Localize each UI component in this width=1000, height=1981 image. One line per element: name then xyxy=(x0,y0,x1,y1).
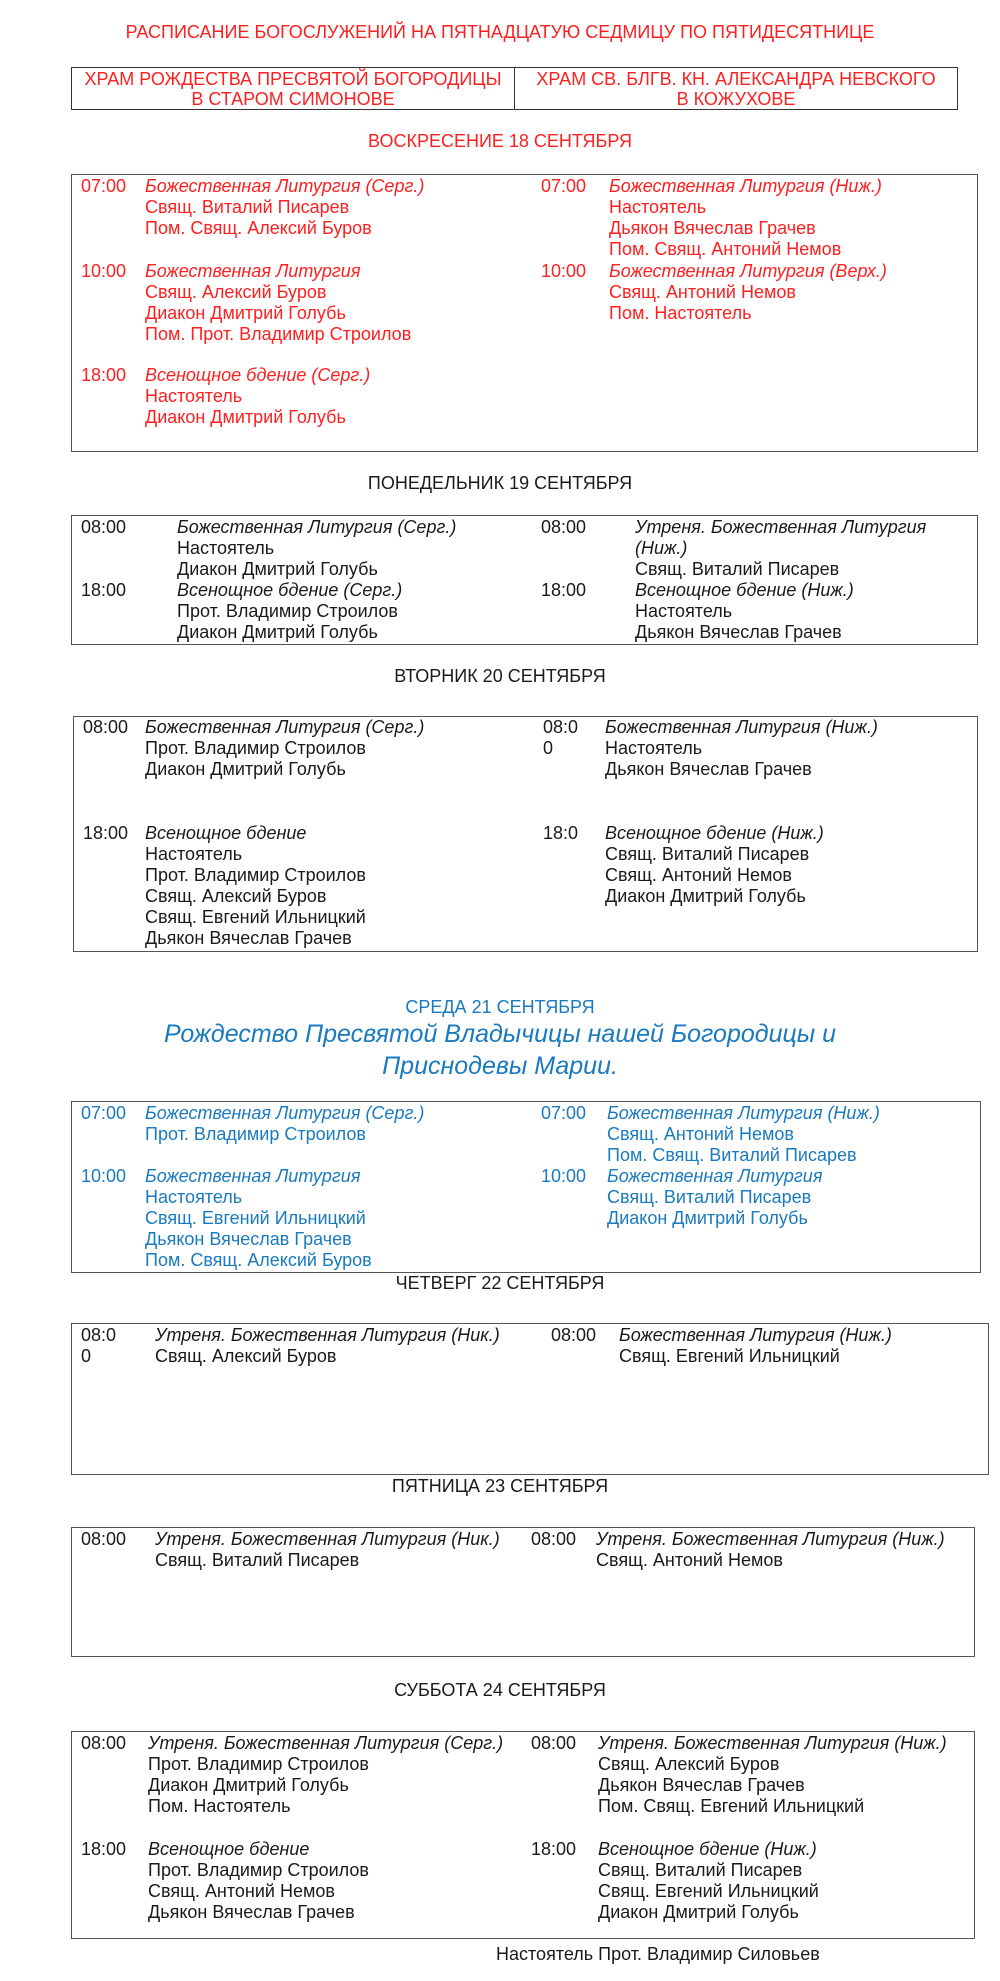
church-left-line: В СТАРОМ СИМОНОВЕ xyxy=(191,89,395,109)
service-title xyxy=(598,1839,819,1860)
service-title xyxy=(155,1529,500,1550)
church-right-line: В КОЖУХОВЕ xyxy=(676,89,796,109)
clergy-name: Свящ. Антоний Немов xyxy=(607,1124,794,1144)
clergy-name: Пом. Прот. Владимир Строилов xyxy=(145,324,412,344)
service-time: 08:0 0 xyxy=(81,1325,117,1366)
day-heading-thursday: ЧЕТВЕРГ 22 СЕНТЯБРЯ xyxy=(395,1273,605,1293)
clergy-name: Диакон Дмитрий Голубь xyxy=(605,886,806,906)
service-time: 10:00 xyxy=(81,261,127,281)
service-location: (Ниж.) xyxy=(887,1529,945,1549)
clergy-name: Дьякон Вячеслав Грачев xyxy=(145,928,352,948)
service-location: (Ниж.) xyxy=(822,1103,880,1123)
clergy-name: Диакон Дмитрий Голубь xyxy=(177,559,378,579)
service-name: Божественная Литургия xyxy=(609,176,825,196)
service-name: Божественная Литургия xyxy=(145,261,361,281)
church-left xyxy=(72,68,514,109)
clergy-name: Прот. Владимир Строилов xyxy=(148,1860,369,1880)
feast-title-line: Приснодевы Марии. xyxy=(382,1052,618,1080)
service-name: Утреня. Божественная Литургия xyxy=(155,1325,447,1345)
service-details xyxy=(148,1839,369,1923)
service-title xyxy=(605,823,824,844)
service-title xyxy=(635,517,926,538)
service-name: Божественная Литургия xyxy=(145,1103,361,1123)
service-name: Всенощное бдение xyxy=(598,1839,760,1859)
service-name: Божественная Литургия xyxy=(609,261,825,281)
service-details xyxy=(609,261,887,324)
clergy-name: Свящ. Евгений Ильницкий xyxy=(145,1208,366,1228)
service-time: 10:00 xyxy=(541,261,587,281)
church-right xyxy=(514,68,957,109)
service-location: (Верх.) xyxy=(824,261,887,281)
service-time: 08:00 xyxy=(81,517,127,537)
service-time: 08:0 0 xyxy=(543,717,579,758)
clergy-name: Пом. Свящ. Алексий Буров xyxy=(145,218,372,238)
service-time: 18:00 xyxy=(81,365,127,385)
clergy-name: Диакон Дмитрий Голубь xyxy=(145,407,346,427)
clergy-name: Настоятель xyxy=(609,197,707,217)
clergy-name: Свящ. Антоний Немов xyxy=(148,1881,335,1901)
clergy-name: Диакон Дмитрий Голубь xyxy=(145,303,346,323)
service-name: Всенощное бдение xyxy=(177,580,339,600)
service-time: 08:00 xyxy=(541,517,587,537)
clergy-name: Свящ. Алексий Буров xyxy=(155,1346,337,1366)
clergy-name: Дьякон Вячеслав Грачев xyxy=(609,218,816,238)
service-title xyxy=(635,580,854,601)
day-schedule-box xyxy=(71,174,978,452)
day-heading-saturday: СУББОТА 24 СЕНТЯБРЯ xyxy=(394,1680,606,1700)
clergy-name: Настоятель xyxy=(145,386,243,406)
clergy-name: Свящ. Алексий Буров xyxy=(598,1754,780,1774)
day-schedule-box xyxy=(71,515,978,645)
service-name: Божественная Литургия xyxy=(145,717,361,737)
service-title xyxy=(609,176,882,197)
service-time: 18:00 xyxy=(83,823,129,843)
clergy-name: Свящ. Виталий Писарев xyxy=(145,197,350,217)
churches-header xyxy=(71,67,958,110)
service-location: (Серг.) xyxy=(338,580,403,600)
service-name: Утреня. Божественная Литургия xyxy=(148,1733,440,1753)
service-details xyxy=(598,1733,947,1817)
service-details xyxy=(635,580,854,643)
clergy-name: Дьякон Вячеслав Грачев xyxy=(148,1902,355,1922)
service-location: (Серг.) xyxy=(360,176,425,196)
service-title xyxy=(155,1325,500,1346)
service-name: Всенощное бдение xyxy=(635,580,797,600)
service-details xyxy=(145,717,424,780)
service-time: 07:00 xyxy=(541,1103,587,1123)
service-title xyxy=(177,517,456,538)
clergy-name: Свящ. Алексий Буров xyxy=(145,886,327,906)
clergy-name: Диакон Дмитрий Голубь xyxy=(177,622,378,642)
clergy-name: Свящ. Антоний Немов xyxy=(596,1550,783,1570)
service-location: (Серг.) xyxy=(306,365,371,385)
service-details xyxy=(155,1529,500,1571)
page-title: РАСПИСАНИЕ БОГОСЛУЖЕНИЙ НА ПЯТНАДЦАТУЮ СЕДМИЦУ ПО ПЯТИДЕСЯТНИЦЕ xyxy=(125,22,875,42)
clergy-name: Прот. Владимир Строилов xyxy=(145,1124,366,1144)
clergy-name: Свящ. Виталий Писарев xyxy=(605,844,810,864)
service-name: Божественная Литургия xyxy=(605,717,821,737)
service-details xyxy=(607,1166,822,1229)
church-left-line: ХРАМ РОЖДЕСТВА ПРЕСВЯТОЙ БОГОРОДИЦЫ xyxy=(84,69,502,89)
service-time-continued: 0 xyxy=(543,738,554,758)
day-schedule-box xyxy=(71,1323,989,1475)
clergy-name: Пом. Настоятель xyxy=(609,303,752,323)
day-heading-tuesday: ВТОРНИК 20 СЕНТЯБРЯ xyxy=(394,666,606,686)
service-title xyxy=(609,261,887,282)
service-details xyxy=(145,261,411,345)
service-title xyxy=(607,1166,822,1187)
service-time: 08:00 xyxy=(81,1733,127,1753)
service-location: (Ник.) xyxy=(446,1529,500,1549)
day-schedule-box xyxy=(71,1731,975,1939)
service-details xyxy=(177,517,456,580)
service-location: (Серг.) xyxy=(360,1103,425,1123)
service-details xyxy=(598,1839,819,1923)
service-name: Божественная Литургия xyxy=(607,1103,823,1123)
service-name: Божественная Литургия xyxy=(145,176,361,196)
service-name: Божественная Литургия xyxy=(145,1166,361,1186)
service-name: Божественная Литургия xyxy=(607,1166,823,1186)
footer-rector: Настоятель Прот. Владимир Силовьев xyxy=(496,1944,820,1964)
service-location: (Ниж.) xyxy=(766,823,824,843)
clergy-name: Диакон Дмитрий Голубь xyxy=(607,1208,808,1228)
service-time-continued: 0 xyxy=(81,1346,92,1366)
clergy-name: Настоятель xyxy=(177,538,275,558)
clergy-name: Свящ. Антоний Немов xyxy=(605,865,792,885)
service-details xyxy=(609,176,882,260)
clergy-name: Свящ. Антоний Немов xyxy=(609,282,796,302)
service-location: (Серг.) xyxy=(360,717,425,737)
service-location: (Ниж.) xyxy=(759,1839,817,1859)
service-title xyxy=(596,1529,945,1550)
service-details xyxy=(607,1103,880,1166)
feast-title-line: Рождество Пресвятой Владычицы нашей Богородицы и xyxy=(163,1020,837,1048)
day-heading-sunday: ВОСКРЕСЕНИЕ 18 СЕНТЯБРЯ xyxy=(368,131,632,151)
service-title xyxy=(598,1733,947,1754)
day-heading-monday: ПОНЕДЕЛЬНИК 19 СЕНТЯБРЯ xyxy=(367,473,633,493)
service-details xyxy=(605,717,878,780)
clergy-name: Свящ. Евгений Ильницкий xyxy=(598,1881,819,1901)
clergy-name: Прот. Владимир Строилов xyxy=(145,738,366,758)
clergy-name: Свящ. Евгений Ильницкий xyxy=(145,907,366,927)
service-details xyxy=(155,1325,500,1367)
service-location: (Ниж.) xyxy=(834,1325,892,1345)
clergy-name: Диакон Дмитрий Голубь xyxy=(148,1775,349,1795)
feast-title xyxy=(0,1018,1000,1082)
service-name: Божественная Литургия xyxy=(619,1325,835,1345)
service-location: (Ниж.) xyxy=(889,1733,947,1753)
service-time: 18:00 xyxy=(81,580,127,600)
service-title xyxy=(145,717,424,738)
service-title xyxy=(145,261,411,282)
service-name: Всенощное бдение xyxy=(145,823,307,843)
service-details xyxy=(148,1733,503,1817)
service-details xyxy=(596,1529,945,1571)
day-heading-wednesday: СРЕДА 21 СЕНТЯБРЯ xyxy=(405,997,595,1017)
service-time: 07:00 xyxy=(541,176,587,196)
service-title xyxy=(607,1103,880,1124)
service-location: (Серг.) xyxy=(392,517,457,537)
clergy-name: Пом. Свящ. Евгений Ильницкий xyxy=(598,1796,865,1816)
service-location: (Ниж.) xyxy=(824,176,882,196)
service-name: Всенощное бдение xyxy=(605,823,767,843)
service-time: 18:00 xyxy=(541,580,587,600)
day-heading-friday: ПЯТНИЦА 23 СЕНТЯБРЯ xyxy=(391,1476,609,1496)
clergy-name: Пом. Свящ. Виталий Писарев xyxy=(607,1145,857,1165)
clergy-name: Настоятель xyxy=(145,844,243,864)
service-time: 18:0 xyxy=(543,823,579,843)
day-schedule-box xyxy=(71,1101,981,1273)
clergy-name: Настоятель xyxy=(605,738,703,758)
service-time: 10:00 xyxy=(541,1166,587,1186)
service-location: (Ник.) xyxy=(446,1325,500,1345)
clergy-name: Диакон Дмитрий Голубь xyxy=(145,759,346,779)
service-title xyxy=(145,176,424,197)
service-time: 10:00 xyxy=(81,1166,127,1186)
clergy-name: Дьякон Вячеслав Грачев xyxy=(635,622,842,642)
service-location: (Ниж.) xyxy=(796,580,854,600)
service-details xyxy=(635,517,926,580)
service-title xyxy=(145,823,366,844)
service-location: (Ниж.) xyxy=(820,717,878,737)
service-details xyxy=(145,823,366,949)
service-details xyxy=(605,823,824,907)
clergy-name: Пом. Свящ. Алексий Буров xyxy=(145,1250,372,1270)
service-time: 08:00 xyxy=(531,1733,577,1753)
service-name: Всенощное бдение xyxy=(148,1839,310,1859)
service-name: Утреня. Божественная Литургия xyxy=(155,1529,447,1549)
service-details xyxy=(177,580,402,643)
service-time: 07:00 xyxy=(81,1103,127,1123)
service-details xyxy=(145,1103,424,1145)
service-time: 08:00 xyxy=(551,1325,597,1345)
clergy-name: Свящ. Евгений Ильницкий xyxy=(619,1346,840,1366)
clergy-name: Пом. Свящ. Антоний Немов xyxy=(609,239,842,259)
service-title xyxy=(145,1103,424,1124)
clergy-name: Диакон Дмитрий Голубь xyxy=(598,1902,799,1922)
service-time: 08:00 xyxy=(81,1529,127,1549)
service-time: 18:00 xyxy=(531,1839,577,1859)
service-details xyxy=(145,365,370,428)
clergy-name: Свящ. Виталий Писарев xyxy=(635,559,840,579)
service-title xyxy=(148,1839,369,1860)
clergy-name: Дьякон Вячеслав Грачев xyxy=(598,1775,805,1795)
clergy-name: Дьякон Вячеслав Грачев xyxy=(605,759,812,779)
service-time: 07:00 xyxy=(81,176,127,196)
day-schedule-box xyxy=(71,1527,975,1657)
clergy-name: Прот. Владимир Строилов xyxy=(145,865,366,885)
service-title xyxy=(619,1325,892,1346)
day-schedule-box xyxy=(73,716,978,952)
clergy-name: Свящ. Виталий Писарев xyxy=(607,1187,812,1207)
service-details xyxy=(619,1325,892,1367)
service-name: Утреня. Божественная Литургия xyxy=(635,517,927,537)
service-details xyxy=(145,176,424,239)
clergy-name: Свящ. Алексий Буров xyxy=(145,282,327,302)
service-time: 18:00 xyxy=(81,1839,127,1859)
clergy-name: Настоятель xyxy=(145,1187,243,1207)
service-title xyxy=(148,1733,503,1754)
clergy-name: Настоятель xyxy=(635,601,733,621)
clergy-name: Прот. Владимир Строилов xyxy=(148,1754,369,1774)
service-title xyxy=(145,1166,372,1187)
clergy-name: Прот. Владимир Строилов xyxy=(177,601,398,621)
service-details xyxy=(145,1166,372,1271)
clergy-name: Свящ. Виталий Писарев xyxy=(155,1550,360,1570)
service-name: Всенощное бдение xyxy=(145,365,307,385)
service-location: (Серг.) xyxy=(439,1733,504,1753)
clergy-name: (Ниж.) xyxy=(635,538,688,558)
clergy-name: Свящ. Виталий Писарев xyxy=(598,1860,803,1880)
service-name: Утреня. Божественная Литургия xyxy=(598,1733,890,1753)
service-title xyxy=(605,717,878,738)
service-title xyxy=(145,365,370,386)
service-time: 08:00 xyxy=(531,1529,577,1549)
service-time: 08:00 xyxy=(83,717,129,737)
clergy-name: Дьякон Вячеслав Грачев xyxy=(145,1229,352,1249)
church-right-line: ХРАМ СВ. БЛГВ. КН. АЛЕКСАНДРА НЕВСКОГО xyxy=(536,69,936,89)
service-name: Божественная Литургия xyxy=(177,517,393,537)
clergy-name: Пом. Настоятель xyxy=(148,1796,291,1816)
service-title xyxy=(177,580,402,601)
service-name: Утреня. Божественная Литургия xyxy=(596,1529,888,1549)
